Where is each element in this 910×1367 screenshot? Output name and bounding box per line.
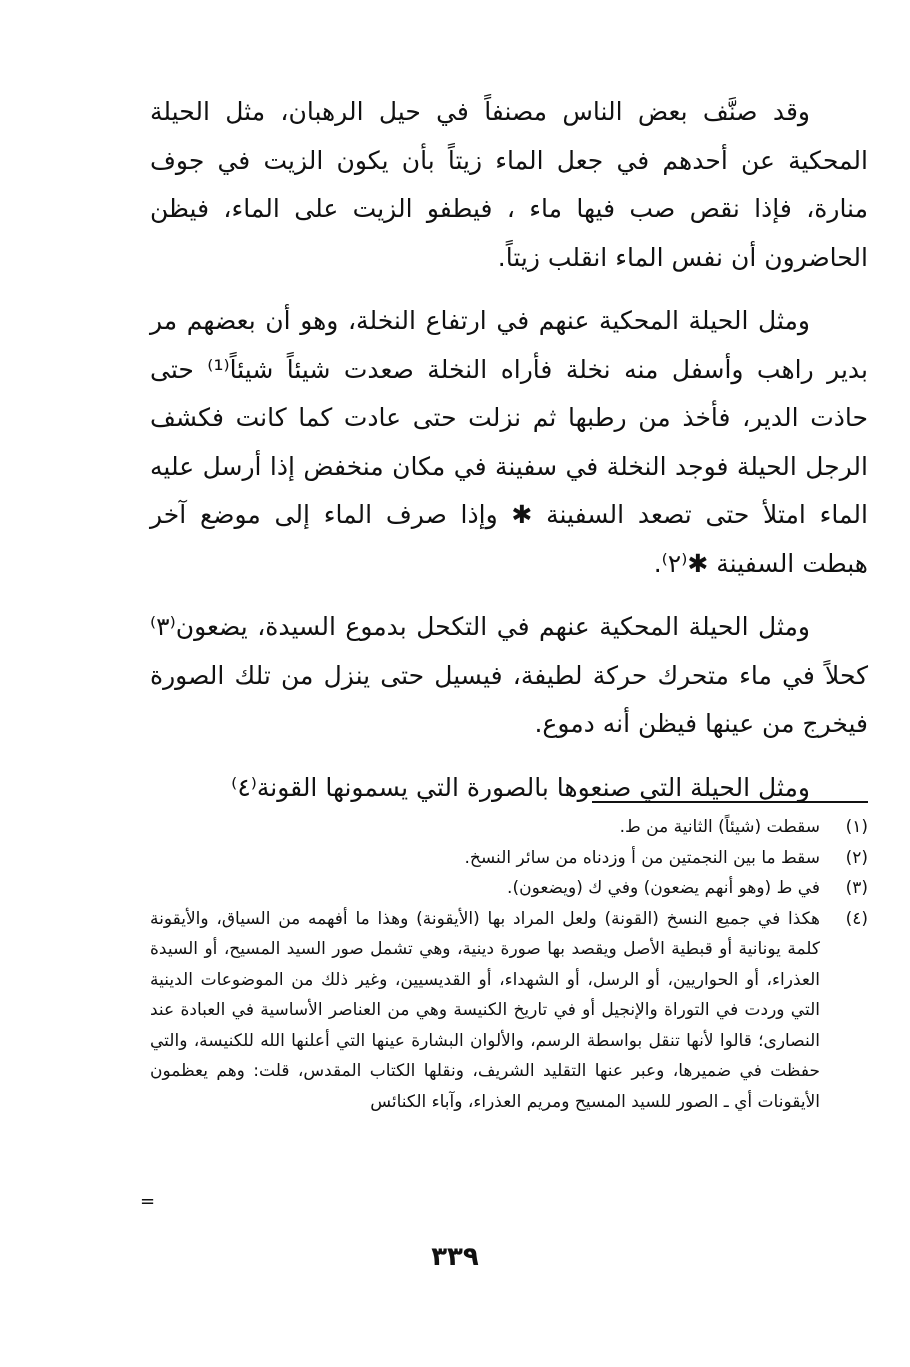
- footnote-text: في ط (وهو أنهم يضعون) وفي ك (ويضعون).: [507, 878, 820, 898]
- footnote-text: سقط ما بين النجمتين من أ وزدناه من سائر النسخ.: [464, 847, 820, 868]
- continued-mark: =: [140, 1191, 156, 1212]
- footnote-number: (٤): [845, 908, 868, 929]
- footnotes: [150, 812, 868, 1117]
- footnote-number: (١): [845, 817, 868, 837]
- footnote-text: سقطت (شيئاً) الثانية من ط.: [619, 817, 820, 837]
- footnote-2: [150, 843, 868, 874]
- page-number: ٣٣٩: [431, 1242, 479, 1272]
- footnote-separator: [592, 801, 868, 803]
- paragraph-1: وقد صنَّف بعض الناس مصنفاً في حيل الرهبان، مثل الحيلة المحكية عن أحدهم في جعل الماء زيتاً بأن يكون الزيت في جوف منارة، فإذا نقص صب فيها ماء ، فيطفو الزيت على الماء، فيظن الحاضرون أن نفس الماء انقلب زيتاً.: [150, 97, 868, 272]
- paragraph-2: ومثل الحيلة المحكية عنهم في ارتفاع النخلة، وهو أن بعضهم مر بدير راهب وأسفل منه نخلة فأراه النخلة صعدت شيئاً شيئاً⁽¹⁾ حتى حاذت الدير، فأخذ من رطبها ثم نزلت حتى عادت كما كانت فكشف الرجل الحيلة فوجد النخلة في سفينة في مكان منخفض إذا أرسل عليه الماء امتلأ حتى تصعد السفينة ✱ وإذا صرف الماء إلى موضع آخر هبطت السفينة ✱⁽٢⁾.: [150, 306, 868, 578]
- footnote-3: [150, 873, 868, 904]
- footnote-4: [150, 904, 868, 1118]
- paragraph-3: ومثل الحيلة المحكية عنهم في التكحل بدموع السيدة، يضعون⁽٣⁾ كحلاً في ماء متحرك حركة لطيفة، فيسيل حتى ينزل من تلك الصورة فيخرج من عينها فيظن أنه دموع.: [150, 612, 868, 738]
- footnote-number: (٣): [845, 878, 868, 898]
- footnote-number: (٢): [845, 847, 868, 868]
- paragraph-4: ومثل الحيلة التي صنعوها بالصورة التي يسمونها القونة⁽٤⁾: [231, 772, 810, 802]
- footnote-text: هكذا في جميع النسخ (القونة) ولعل المراد بها (الأيقونة) وهذا ما أفهمه من السياق، والأيقونة كلمة يونانية أو قبطية الأصل ويقصد بها صورة دينية، وهي تشمل صور السيد المسيح، أو السيدة العذراء، أو الحواريين، أو الرسل، أو الشهداء، أو القديسيين، وغير ذلك من الموضوعات الدينية التي وردت في التوراة والإنجيل أو في تاريخ الكنيسة وهي من العناصر الأساسية في العبادة عند النصارى؛ قالوا لأنها تنقل بواسطة الرسم، والألوان البشارة عينها التي أعلنها الله للكنيسة، والتي حفظت في ضميرها، وعبر عنها التقليد الشريف، ونقلها الكتاب المقدس، قلت: وهم يعظمون الأيقونات أي ـ الصور للسيد المسيح ومريم العذراء، وآباء الكنائس: [150, 908, 820, 1112]
- main-text: [150, 88, 868, 812]
- footnote-1: [150, 812, 868, 843]
